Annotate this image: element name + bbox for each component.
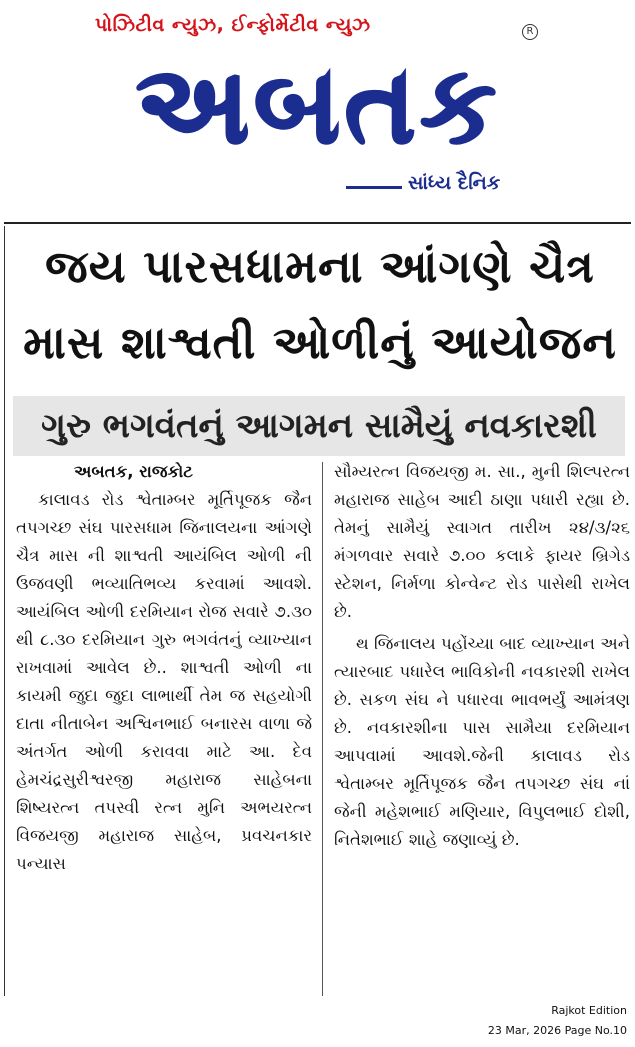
article-column-left [16, 458, 312, 998]
masthead [0, 0, 635, 222]
headline-line-2: માસ શાશ્વતી ઓળીનું આયોજન [23, 316, 617, 369]
headline-line-1: જય પારસધામના આંગણે ચૈત્ર [45, 240, 595, 293]
registered-mark-icon: R [522, 24, 538, 40]
masthead-tagline: પોઝિટીવ ન્યુઝ, ઈન્ફોર્મેટીવ ન્યુઝ [95, 14, 371, 36]
edition-label: Rajkot Edition [551, 1004, 627, 1017]
article-paragraph: થ જિનાલય પહોંચ્યા બાદ વ્યાખ્યાન અને ત્યારબાદ પધારેલ ભાવિકોની નવકારશી રાખેલ છે. સકળ સંઘ ને પધારવા ભાવભર્યું આમંત્રણ છે. નવકારશીના પાસ સામૈયા દરમિયાન આપવામાં આવશે.જેની કાલાવડ રોડ શ્વેતામ્બર મૂર્તિપૂજક જૈન તપગચ્છ સંઘ નાં જેની મહેશભાઈ મણિયાર, વિપુલભાઈ દોશી, નિતેશભાઈ શાહે જણાવ્યું છે. [334, 634, 630, 849]
masthead-subtitle: સાંધ્ય દૈનિક [408, 172, 501, 194]
column-divider [322, 462, 323, 996]
dateline: અબતક, રાજકોટ [74, 462, 193, 481]
article-paragraph: સૌમ્યરત્ન વિજયજી મ. સા., મુની શિલ્પરત્ન મહારાજ સાહેબ આદી ઠાણા પધારી રહ્યા છે. તેમનું સામૈયું સ્વાગત તારીખ ૨૪/૩/૨૬ મંગળવાર સવારે ૭.૦૦ કલાકે ફાયર બ્રિગેડ સ્ટેશન, નિર્મળા કોન્વેન્ટ રોડ પાસેથી રાખેલ છે. [334, 462, 630, 621]
left-border-rule [4, 226, 5, 996]
masthead-subtitle-block [346, 172, 536, 202]
newspaper-logo: અબતક [135, 43, 501, 168]
subheadline: ગુરુ ભગવંતનું આગમન સામૈયું નવકારશી [41, 406, 597, 446]
masthead-divider [4, 222, 631, 224]
article-column-right [334, 458, 630, 998]
subtitle-rule [346, 186, 402, 189]
article-paragraph: કાલાવડ રોડ શ્વેતામ્બર મૂર્તિપૂજક જૈન તપગચ્છ સંઘ પારસધામ જિનાલયના આંગણે ચૈત્ર માસ ની શાશ્વતી આયંબિલ ઓળી ની ઉજવણી ભવ્યાતિભવ્ય કરવામાં આવશે. આયંબિલ ઓળી દરમિયાન રોજ સવારે ૭.૩૦ થી ૮.૩૦ દરમિયાન ગુરુ ભગવંતનું વ્યાખ્યાન રાખવામાં આવેલ છે.. શાશ્વતી ઓળી ના કાયમી જુદા જુદા લાભાર્થી તેમ જ સહયોગી દાતા નીતાબેન અશ્વિનભાઈ બનારસ વાળા જે અંતર્ગત ઓળી કરાવવા માટે આ. દેવ હેમચંદ્રસુરીશ્વરજી મહારાજ સાહેબના શિષ્યરત્ન તપસ્વી રત્ન મુનિ અભયરત્ન વિજયજી મહારાજ સાહેબ, પ્રવચનકાર પન્યાસ [16, 490, 312, 873]
date-page-label: 23 Mar, 2026 Page No.10 [487, 1024, 627, 1037]
